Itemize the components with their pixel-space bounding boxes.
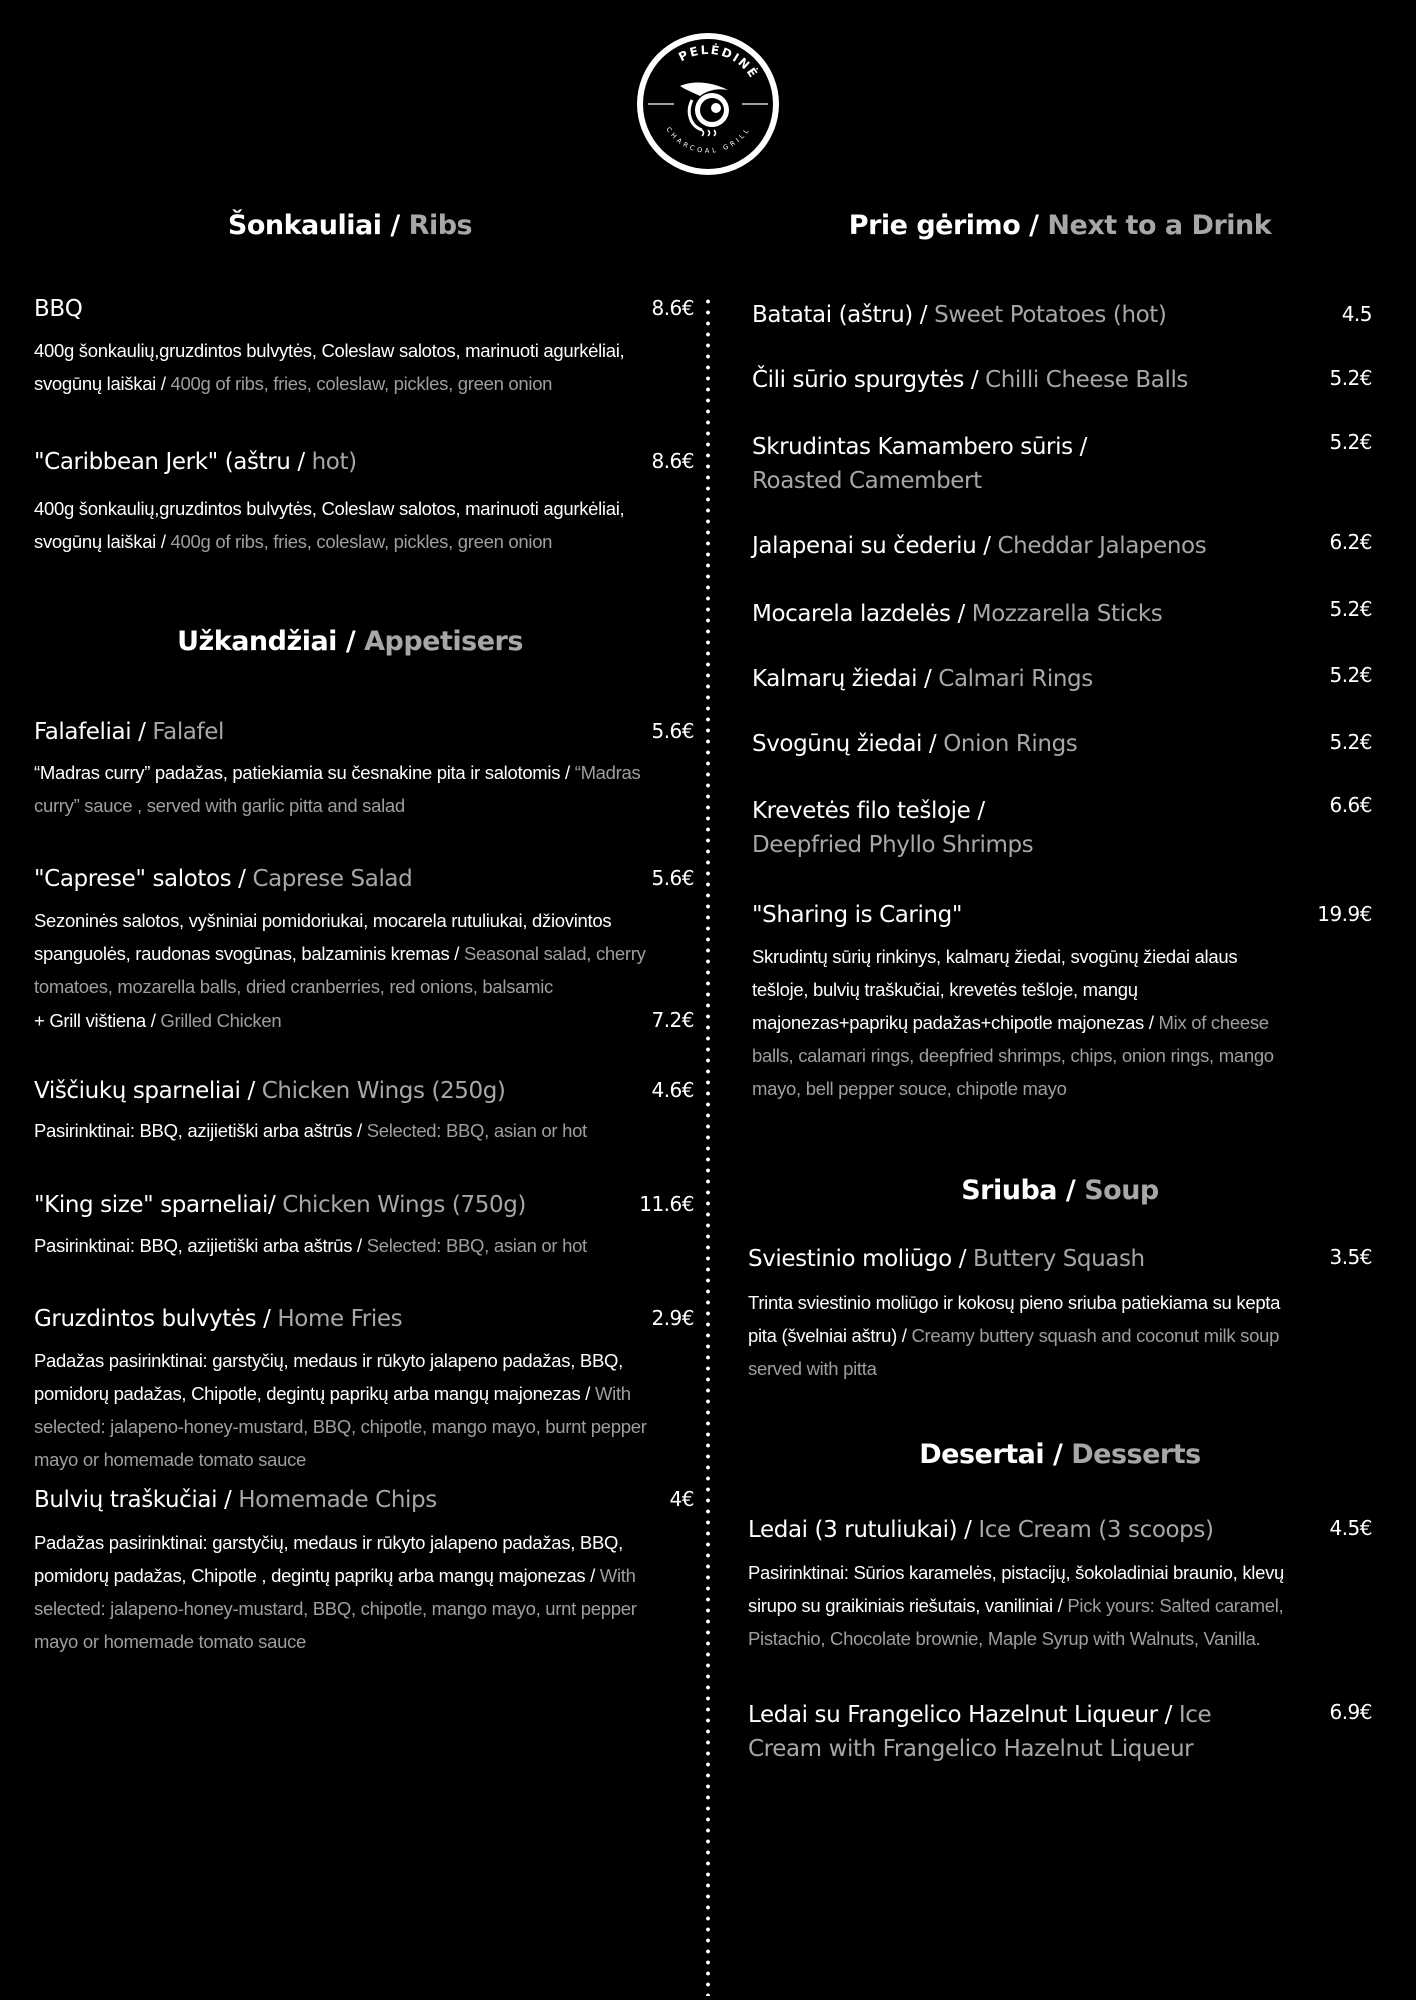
item-name-lt: Mocarela lazdelės / — [752, 601, 965, 627]
menu-item-name — [34, 1074, 594, 1108]
item-price: 5.6€ — [651, 719, 694, 743]
item-name-en: Sweet Potatoes (hot) — [934, 302, 1167, 328]
item-price: 4.5 — [1341, 302, 1372, 326]
item-name-en: Deepfried Phyllo Shrimps — [752, 832, 1034, 858]
section-title-desserts: Desertai / Desserts — [919, 1439, 1201, 1470]
item-price: 3.5€ — [1329, 1245, 1372, 1269]
item-description — [748, 1286, 1308, 1385]
description-en: Mix of cheese balls, calamari rings, deepfried shrimps, chips, onion rings, mango mayo, bell pepper souce, chipotle mayo — [752, 1012, 1274, 1099]
description-lt: “Madras curry” padažas, patiekiamia su česnakine pita ir salotomis / — [34, 762, 570, 783]
description-lt: 400g šonkaulių,gruzdintos bulvytės, Coleslaw salotos, marinuoti agurkėliai, svogūnų laiškai / — [34, 498, 625, 552]
description-en: Pick yours: Salted caramel, Pistachio, Chocolate brownie, Maple Syrup with Walnuts, Vanilla. — [748, 1595, 1284, 1649]
item-price: 19.9€ — [1317, 902, 1372, 926]
item-price: 11.6€ — [639, 1192, 694, 1216]
item-description — [752, 940, 1292, 1105]
section-title-appetisers: Užkandžiai / Appetisers — [177, 626, 523, 657]
logo-top-text: PELĖDINĖ — [676, 42, 762, 82]
item-price: 6.6€ — [1329, 793, 1372, 817]
item-name-lt: BBQ — [34, 296, 83, 322]
item-name-lt: Skrudintas Kamambero sūris / — [752, 434, 1087, 460]
menu-item-name — [34, 715, 594, 749]
section-title-drinks: Prie gėrimo / Next to a Drink — [848, 210, 1272, 241]
menu-item-name — [752, 662, 1272, 696]
menu-item-name — [748, 1698, 1268, 1766]
item-name-lt: Bulvių traškučiai / — [34, 1487, 232, 1513]
logo-bottom-text: CHARCOAL GRILL — [664, 125, 752, 155]
description-en: Creamy buttery squash and coconut milk soup served with pitta — [748, 1325, 1280, 1379]
item-description — [34, 1344, 674, 1476]
item-price: 4€ — [669, 1487, 694, 1511]
section-title-ribs: Šonkauliai / Ribs — [227, 210, 473, 241]
item-name-lt: Gruzdintos bulvytės / — [34, 1306, 271, 1332]
item-name-en: Ice Cream (3 scoops) — [978, 1517, 1214, 1543]
section-title-en: Appetisers — [364, 626, 523, 657]
item-description — [34, 492, 694, 558]
section-title-lt: Desertai — [919, 1439, 1045, 1470]
description-en: “Madras curry” sauce , served with garlic pitta and salad — [34, 762, 641, 816]
item-name-lt: Svogūnų žiedai / — [752, 731, 937, 757]
item-name-lt: "King size" sparneliai/ — [34, 1192, 276, 1218]
description-lt: Pasirinktinai: BBQ, azijietiški arba aštrūs / — [34, 1235, 362, 1256]
section-title-lt: Sriuba — [961, 1175, 1058, 1206]
description-en: With selected: jalapeno-honey-mustard, BBQ, chipotle, mango mayo, urnt pepper mayo or homemade tomato sauce — [34, 1565, 637, 1652]
item-description — [34, 1114, 694, 1147]
item-name-lt: Čili sūrio spurgytės / — [752, 367, 979, 393]
addon-name-en: Grilled Chicken — [160, 1010, 282, 1031]
section-title-lt: Užkandžiai — [177, 626, 337, 657]
item-name-lt: Ledai su Frangelico Hazelnut Liqueur / — [748, 1702, 1172, 1728]
item-name-lt: Batatai (aštru) / — [752, 302, 928, 328]
description-lt: Sezoninės salotos, vyšniniai pomidoriukai, mocarela rutuliukai, džiovintos spanguolės, raudonas svogūnas, balzaminis kremas / — [34, 910, 612, 964]
item-name-en: Home Fries — [277, 1306, 403, 1332]
item-description — [34, 904, 664, 1003]
section-title-en: Next to a Drink — [1047, 210, 1272, 241]
item-name-lt: Krevetės filo tešloje / — [752, 798, 985, 824]
item-price: 6.2€ — [1329, 530, 1372, 554]
menu-item-name — [34, 1188, 594, 1222]
item-price: 8.6€ — [651, 296, 694, 320]
menu-item-name — [748, 1242, 1268, 1276]
item-price: 8.6€ — [651, 449, 694, 473]
description-en: 400g of ribs, fries, coleslaw, pickles, green onion — [170, 531, 553, 552]
item-name-lt: Kalmarų žiedai / — [752, 666, 932, 692]
item-price: 6.9€ — [1329, 1700, 1372, 1724]
section-title-lt: Prie gėrimo — [848, 210, 1021, 241]
section-title-en: Ribs — [408, 210, 473, 241]
description-lt: 400g šonkaulių,gruzdintos bulvytės, Coleslaw salotos, marinuoti agurkėliai, svogūnų laiškai / — [34, 340, 625, 394]
item-description — [34, 1526, 674, 1658]
item-description — [34, 1229, 694, 1262]
item-name-en: Homemade Chips — [238, 1487, 437, 1513]
item-price: 4.5€ — [1329, 1516, 1372, 1540]
item-price: 5.2€ — [1329, 430, 1372, 454]
item-price: 4.6€ — [651, 1078, 694, 1102]
item-name-en: Chicken Wings (750g) — [282, 1192, 526, 1218]
item-name-lt: Ledai (3 rutuliukai) / — [748, 1517, 972, 1543]
item-description — [34, 756, 664, 822]
item-name-lt: Sviestinio moliūgo / — [748, 1246, 967, 1272]
description-lt: Pasirinktinai: Sūrios karamelės, pistacijų, šokoladiniai braunio, klevų sirupo su graikiniais riešutais, vaniliniai / — [748, 1562, 1285, 1616]
menu-item-name — [752, 898, 1272, 932]
menu-item-name — [752, 597, 1272, 631]
description-lt: Skrudintų sūrių rinkinys, kalmarų žiedai, svogūnų žiedai alaus tešloje, bulvių traškučiai, krevetės tešloje, mangų majonezas+paprikų padažas+chipotle majonezas / — [752, 946, 1238, 1033]
item-price: 5.6€ — [651, 866, 694, 890]
description-lt: Padažas pasirinktinai: garstyčių, medaus ir rūkyto jalapeno padažas, BBQ, pomidorų padažas, Chipotle, degintų paprikų arba mangų majonezas / — [34, 1350, 623, 1404]
section-title-en: Soup — [1084, 1175, 1159, 1206]
restaurant-logo — [634, 30, 782, 178]
item-price: 5.2€ — [1329, 730, 1372, 754]
item-name-en: Falafel — [152, 719, 224, 745]
item-name-en: Caprese Salad — [252, 866, 413, 892]
item-name-en: Roasted Camembert — [752, 468, 982, 494]
description-en: Selected: BBQ, asian or hot — [366, 1120, 587, 1141]
item-name-en: Cheddar Jalapenos — [997, 533, 1207, 559]
description-lt: Pasirinktinai: BBQ, azijietiški arba aštrūs / — [34, 1120, 362, 1141]
item-name-en: Chilli Cheese Balls — [985, 367, 1189, 393]
menu-item-name — [34, 862, 594, 896]
item-name-lt: "Caprese" salotos / — [34, 866, 246, 892]
menu-item-name — [752, 727, 1272, 761]
section-title-soup: Sriuba / Soup — [961, 1175, 1159, 1206]
item-price: 5.2€ — [1329, 663, 1372, 687]
addon-name-lt: + Grill vištiena / — [34, 1010, 156, 1031]
item-name-lt: Jalapenai su čederiu / — [752, 533, 991, 559]
item-name-en: Buttery Squash — [972, 1246, 1145, 1272]
description-en: 400g of ribs, fries, coleslaw, pickles, green onion — [170, 373, 553, 394]
description-lt: Padažas pasirinktinai: garstyčių, medaus ir rūkyto jalapeno padažas, BBQ, pomidorų padažas, Chipotle , degintų paprikų arba mangų majonezas / — [34, 1532, 623, 1586]
menu-item-name — [752, 430, 1152, 498]
item-name-lt: Falafeliai / — [34, 719, 146, 745]
item-name-en: Mozzarella Sticks — [971, 601, 1163, 627]
menu-item-name — [752, 794, 1052, 862]
section-title-en: Desserts — [1071, 1439, 1201, 1470]
item-description — [748, 1556, 1308, 1655]
item-price: 2.9€ — [651, 1306, 694, 1330]
item-name-en: Ice Cream with Frangelico Hazelnut Liqueur — [748, 1702, 1212, 1762]
item-name-en: Calmari Rings — [938, 666, 1093, 692]
item-name-lt: "Sharing is Caring" — [752, 902, 963, 928]
item-price: 5.2€ — [1329, 366, 1372, 390]
menu-item-name — [34, 292, 594, 326]
item-name-lt: Viščiukų sparneliai / — [34, 1078, 255, 1104]
item-name-lt: "Caribbean Jerk" (aštru / — [34, 449, 305, 475]
section-title-lt: Šonkauliai — [227, 210, 382, 241]
menu-item-name — [34, 445, 594, 479]
menu-item-name — [34, 1302, 594, 1336]
item-price: 5.2€ — [1329, 597, 1372, 621]
menu-item-name — [34, 1483, 594, 1517]
description-en: Seasonal salad, cherry tomatoes, mozarella balls, dried cranberries, red onions, balsamic — [34, 943, 646, 997]
description-en: Selected: BBQ, asian or hot — [366, 1235, 587, 1256]
addon-price: 7.2€ — [651, 1008, 694, 1032]
item-description — [34, 334, 694, 400]
description-en: With selected: jalapeno-honey-mustard, BBQ, chipotle, mango mayo, burnt pepper mayo or homemade tomato sauce — [34, 1383, 647, 1470]
menu-item-name — [752, 298, 1272, 332]
item-addon — [34, 1004, 594, 1037]
menu-item-name — [752, 363, 1272, 397]
item-name-en: hot) — [311, 449, 357, 475]
column-divider — [706, 296, 710, 1996]
item-name-en: Chicken Wings (250g) — [261, 1078, 506, 1104]
menu-item-name — [752, 529, 1272, 563]
menu-item-name — [748, 1513, 1268, 1547]
item-name-en: Onion Rings — [943, 731, 1078, 757]
description-lt: Trinta sviestinio moliūgo ir kokosų pieno sriuba patiekiama su kepta pita (švelniai aštru) / — [748, 1292, 1281, 1346]
